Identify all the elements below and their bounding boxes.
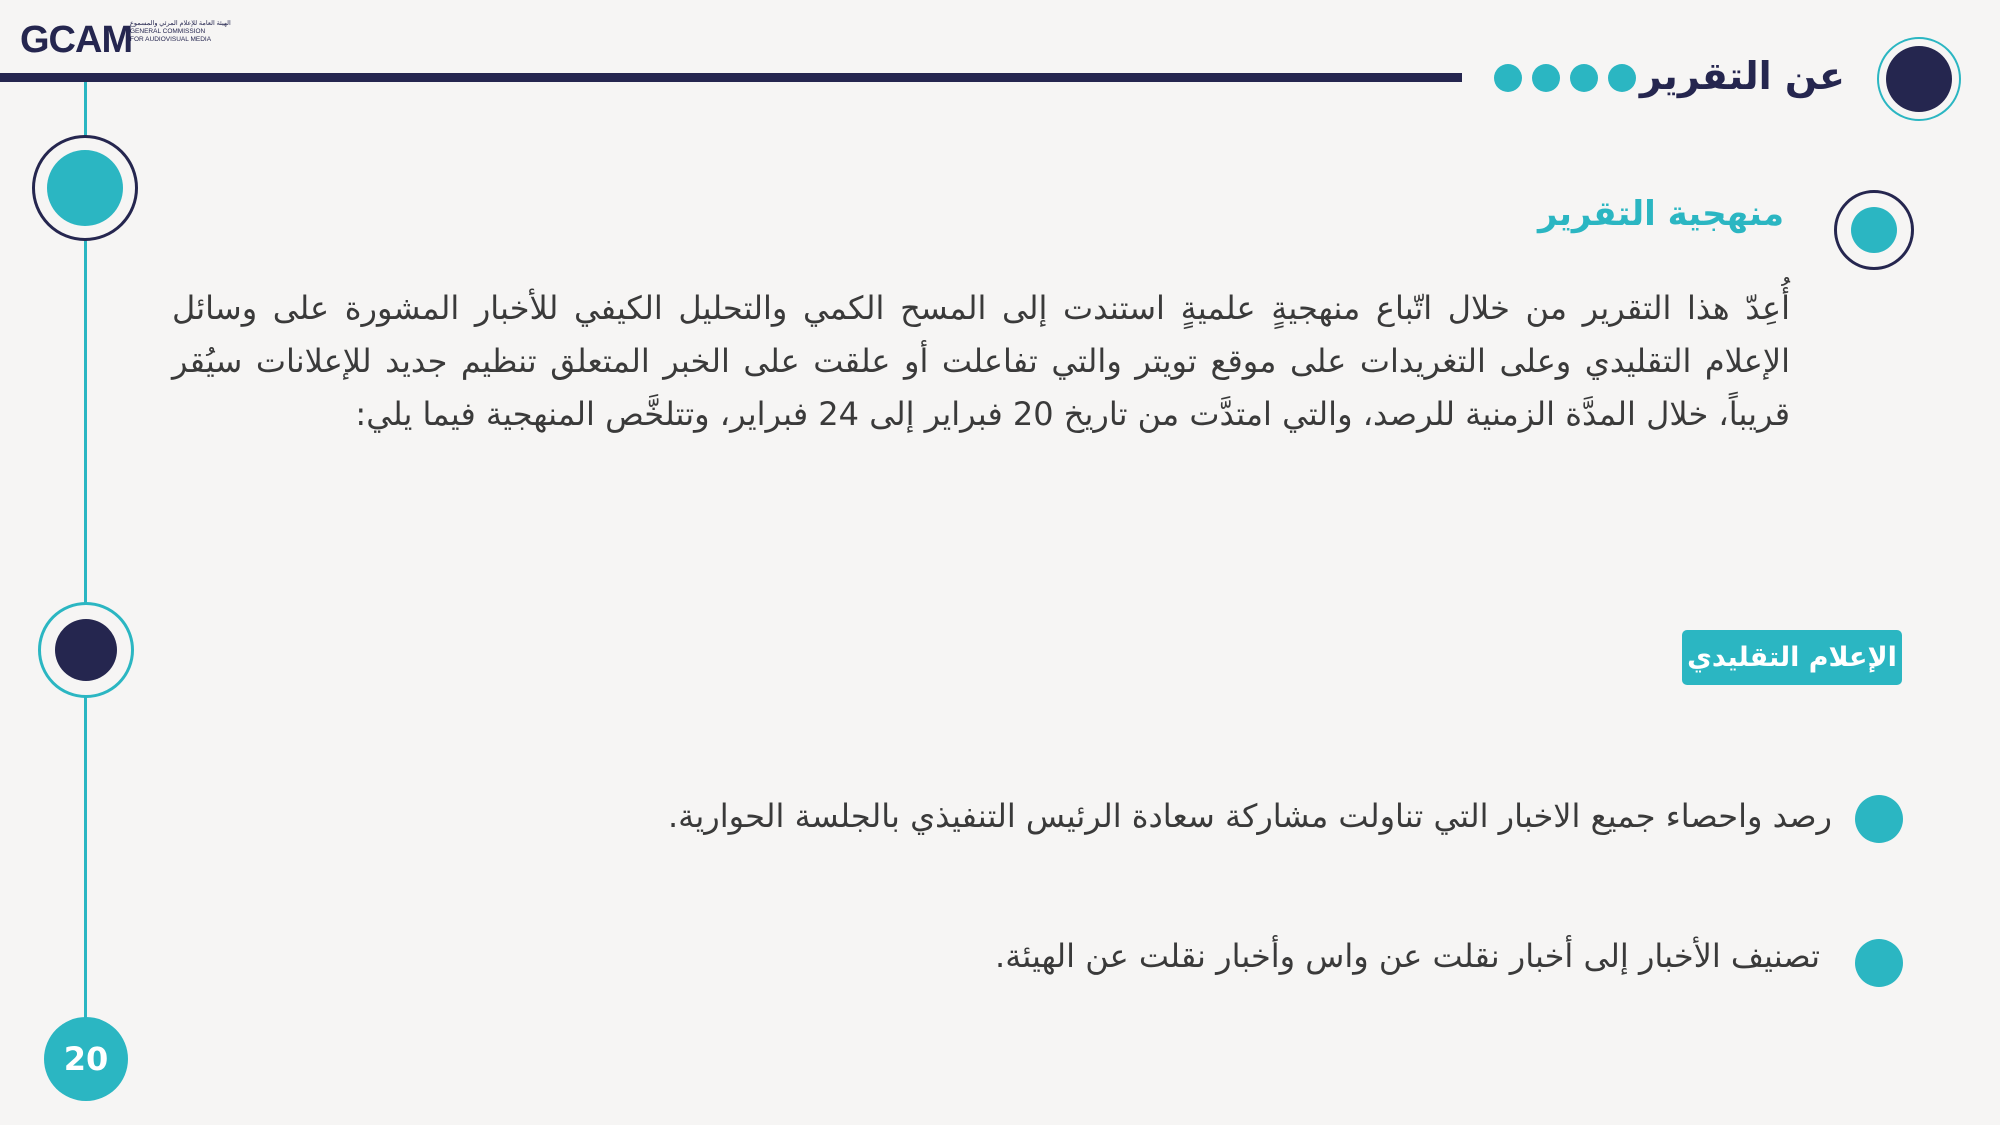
dot-icon <box>1532 64 1560 92</box>
bullet-item: رصد واحصاء جميع الاخبار التي تناولت مشاركة سعادة الرئيس التنفيذي بالجلسة الحوارية. <box>668 797 1832 835</box>
bullet-dot-icon <box>1855 939 1903 987</box>
section-title: منهجية التقرير <box>1537 194 1784 234</box>
methodology-paragraph: أُعِدّ هذا التقرير من خلال اتّباع منهجيةٍ علميةٍ استندت إلى المسح الكمي والتحليل الكيفي للأخبار المشورة على وسائل الإعلام التقليدي وعلى التغريدات على موقع تويتر والتي تفاعلت أو علقت على الخبر المتعلق تنظيم جديد للإعلانات سيُقر قريباً، خلال المدَّة الزمنية للرصد، والتي امتدَّت من تاريخ 20 فبراير إلى 24 فبراير، وتتلخَّص المنهجية فيما يلي: <box>172 289 1790 433</box>
logo-text <box>130 20 231 44</box>
section-circle-icon <box>1834 190 1914 270</box>
bullet-item: تصنيف الأخبار إلى أخبار نقلت عن واس وأخبار نقلت عن الهيئة. <box>995 937 1820 975</box>
timeline-circle-navy-icon <box>38 602 134 698</box>
traditional-media-tag: الإعلام التقليدي <box>1682 630 1902 685</box>
logo-english-line1: GENERAL COMMISSION <box>130 28 206 35</box>
page-title: عن التقرير <box>1639 54 1845 98</box>
timeline-circle-teal-icon <box>32 135 138 241</box>
dot-icon <box>1570 64 1598 92</box>
header-dots <box>1494 64 1636 92</box>
gcam-logo <box>20 18 230 60</box>
bullet-dot-icon <box>1855 795 1903 843</box>
logo-mark: GCAM <box>20 19 133 61</box>
header-circle-icon <box>1877 37 1961 121</box>
header-rule <box>0 73 1462 82</box>
logo-english-line2: FOR AUDIOVISUAL MEDIA <box>130 36 212 43</box>
logo-arabic-name: الهيئة العامة للإعلام المرئي والمسموع <box>130 20 231 27</box>
dot-icon <box>1494 64 1522 92</box>
dot-icon <box>1608 64 1636 92</box>
page-number: 20 <box>44 1017 128 1101</box>
